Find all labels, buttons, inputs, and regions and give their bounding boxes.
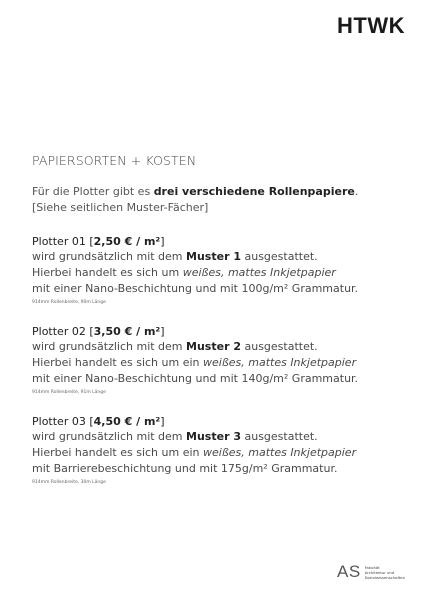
sample-label: Muster 1 — [186, 250, 241, 263]
roll-info: 914mm Rollenbreite, 30m Länge — [32, 480, 106, 485]
document-body — [32, 153, 402, 486]
sample-label: Muster 3 — [186, 430, 241, 443]
roll-info: 914mm Rollenbreite, 90m Länge — [32, 300, 106, 305]
page-heading: PAPIERSORTEN + KOSTEN — [32, 153, 197, 168]
plotter-title: Plotter 02 [3,50 € / m²] — [32, 325, 165, 338]
sample-label: Muster 2 — [186, 340, 241, 353]
paper-spec: mit Barrierebeschichtung und mit 175g/m² Grammatur. — [32, 462, 338, 475]
intro-highlight: drei verschiedene Rollenpapiere — [153, 185, 355, 198]
paper-type: weißes, mattes Inkjetpapier — [203, 356, 357, 369]
paper-type: weißes, mattes Inkjetpapier — [182, 266, 336, 279]
paper-spec: mit einer Nano-Beschichtung und mit 140g/m² Grammatur. — [32, 372, 359, 385]
roll-info: 914mm Rollenbreite, 91m Länge — [32, 390, 106, 395]
plotter-title: Plotter 03 [4,50 € / m²] — [32, 415, 165, 428]
plotter-price: 4,50 € / m² — [93, 415, 161, 428]
plotter-section-3: Plotter 03 [4,50 € / m²] wird grundsätzlich mit dem Muster 3 ausgestattet. Hierbei handelt es sich um ein weißes, mattes Inkjetpapier mit Barrierebeschichtung und mit 175g/m² Grammatur. 914mm Rollenbreite, 30m Länge — [32, 414, 402, 486]
plotter-price: 3,50 € / m² — [93, 325, 161, 338]
faculty-name: Fakultät Architektur und Sozialwissenschaften — [364, 564, 406, 580]
plotter-section-2: Plotter 02 [3,50 € / m²] wird grundsätzlich mit dem Muster 2 ausgestattet. Hierbei handelt es sich um ein weißes, mattes Inkjetpapier mit einer Nano-Beschichtung und mit 140g/m² Grammatur. 914mm Rollenbreite, 91m Länge — [32, 324, 402, 396]
plotter-section-1: Plotter 01 [2,50 € / m²] wird grundsätzlich mit dem Muster 1 ausgestattet. Hierbei handelt es sich um weißes, mattes Inkjetpapier mit einer Nano-Beschichtung und mit 100g/m² Grammatur. 914mm Rollenbreite, 90m Länge — [32, 234, 402, 306]
faculty-logo — [337, 562, 405, 582]
intro-line-2: [Siehe seitlichen Muster-Fächer] — [32, 201, 209, 214]
intro-line-1: Für die Plotter gibt es drei verschiedene Rollenpapiere. — [32, 185, 359, 198]
paper-type: weißes, mattes Inkjetpapier — [203, 446, 357, 459]
plotter-title: Plotter 01 [2,50 € / m²] — [32, 235, 165, 248]
htwk-logo: HTWK — [337, 13, 405, 38]
intro-paragraph — [32, 184, 402, 216]
plotter-price: 2,50 € / m² — [93, 235, 161, 248]
as-mark: AS — [337, 562, 361, 581]
paper-spec: mit einer Nano-Beschichtung und mit 100g/m² Grammatur. — [32, 282, 359, 295]
